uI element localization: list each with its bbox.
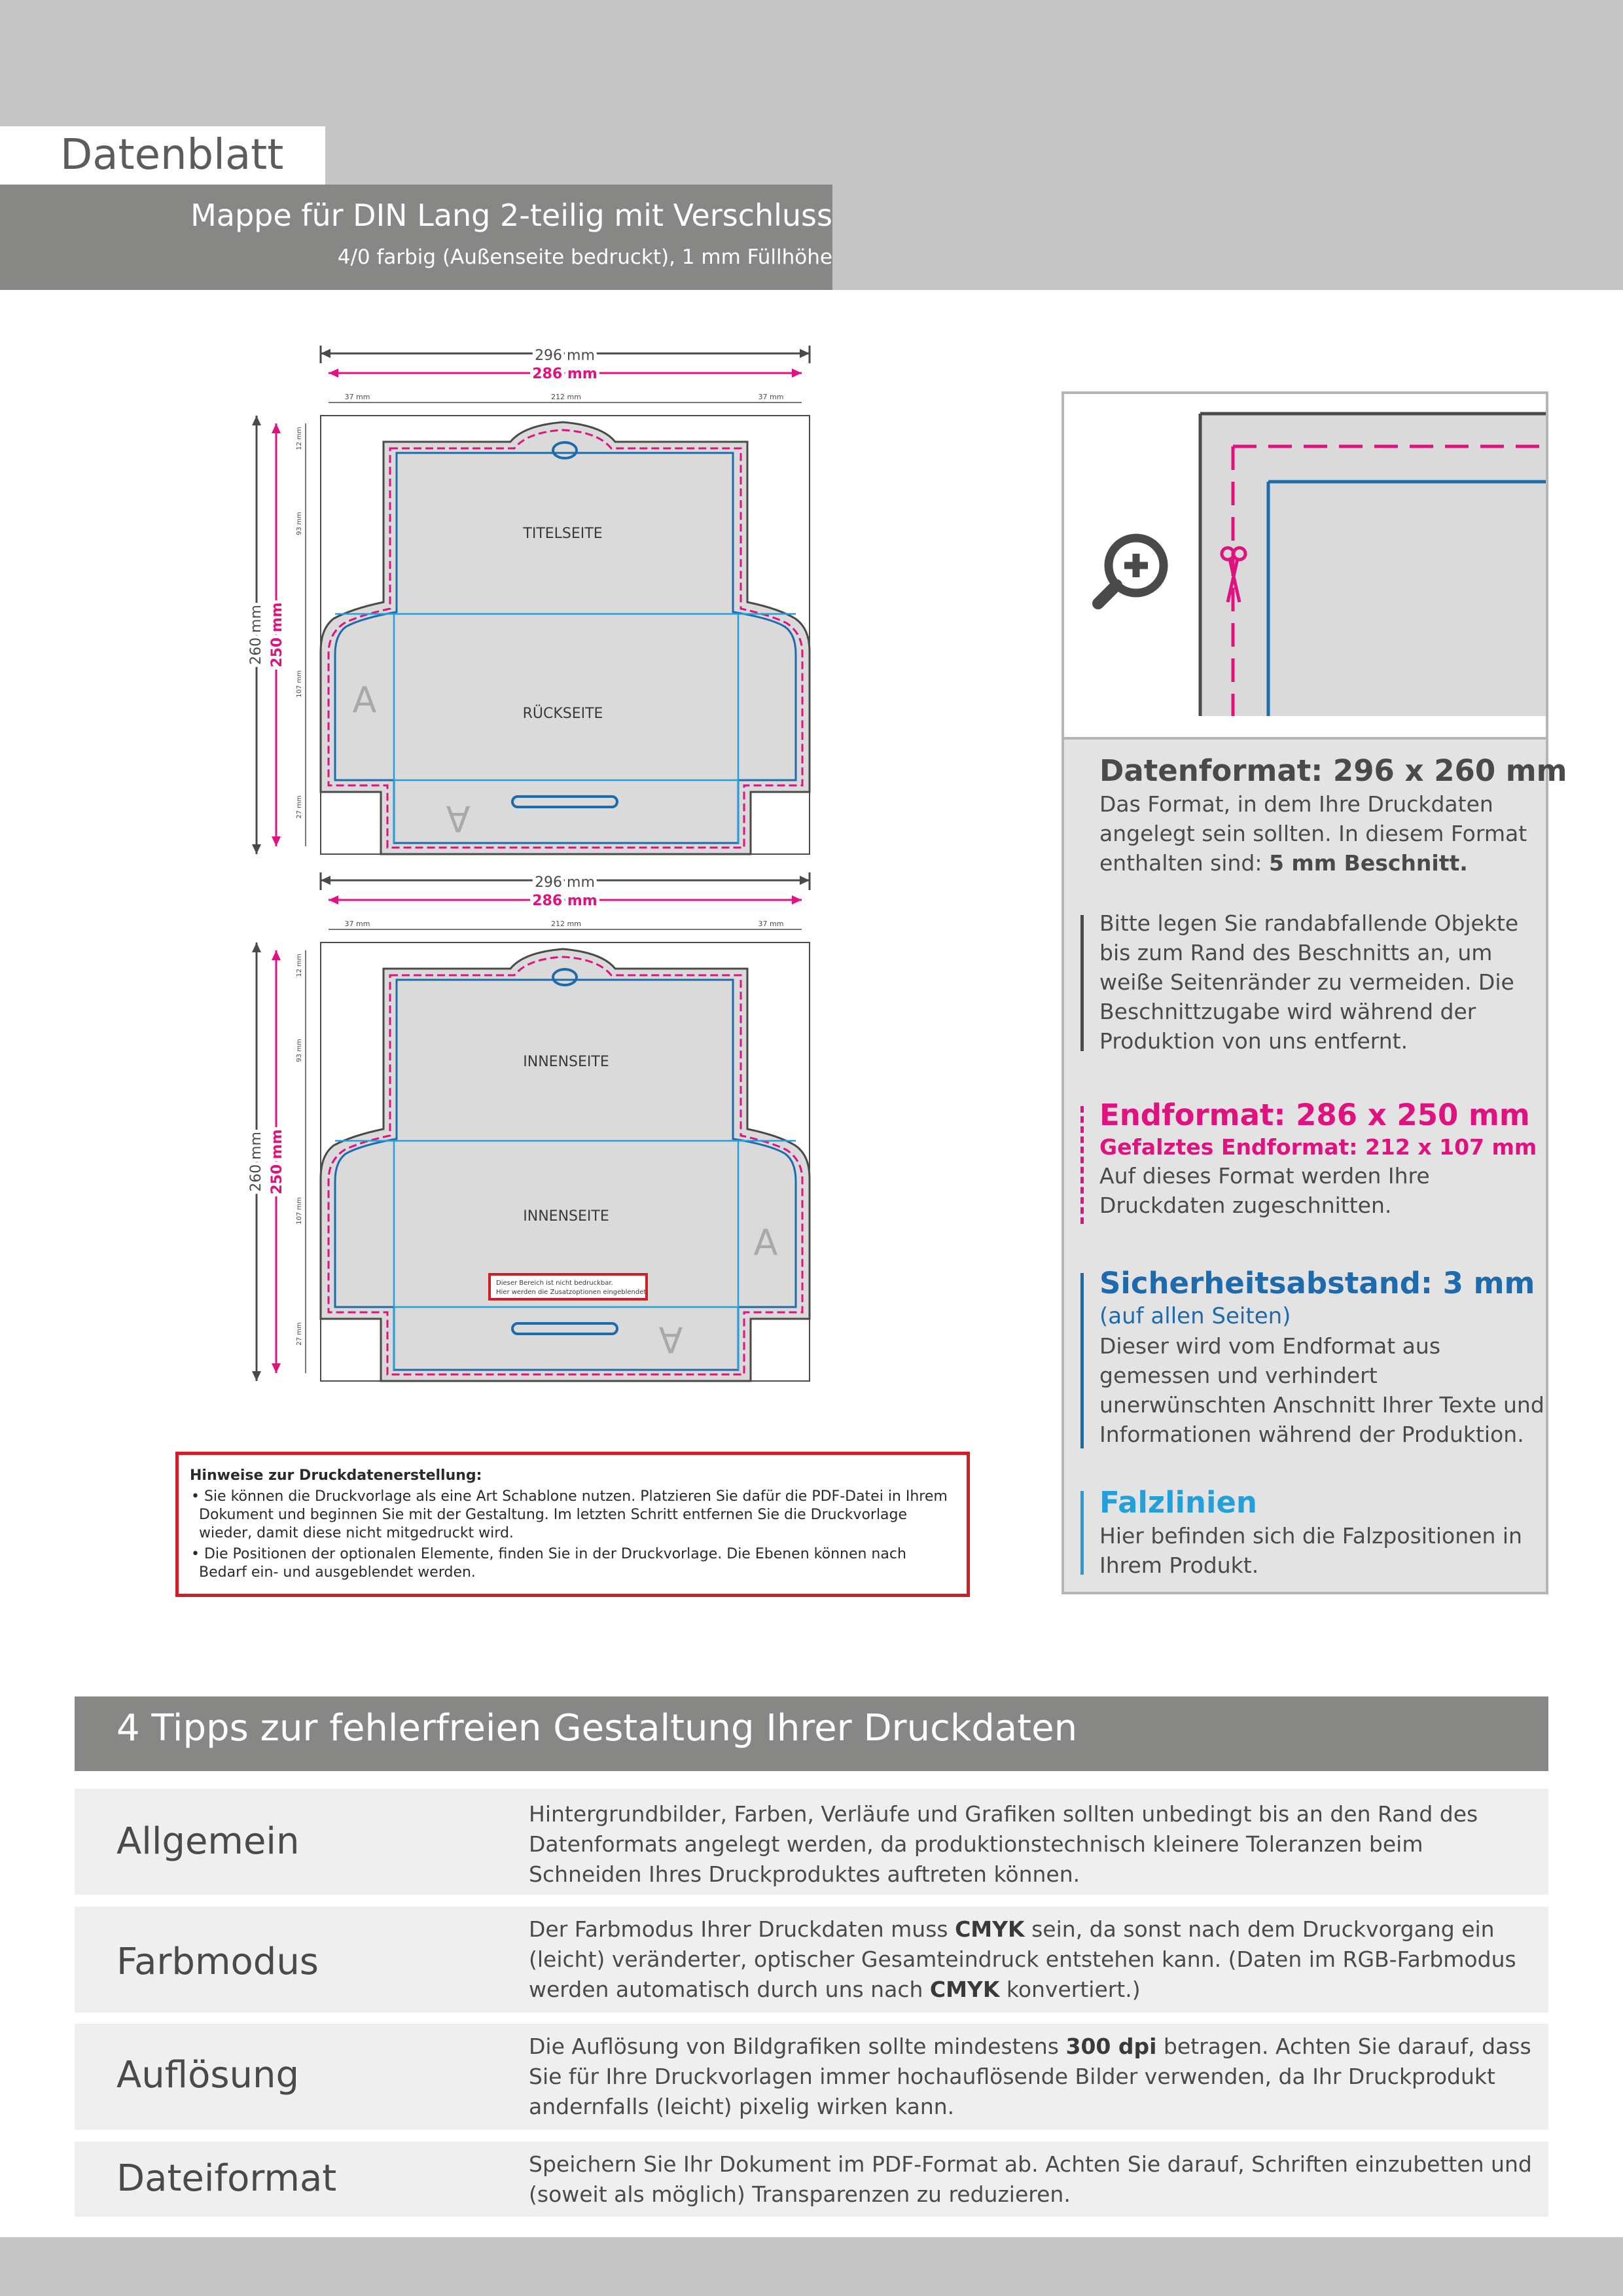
dim-height-total: 260 mm xyxy=(248,605,264,665)
legend-sicherheitsabstand xyxy=(1099,1265,1544,1449)
legend-falzlinien xyxy=(1099,1484,1544,1580)
legend-bar-bleed xyxy=(1080,915,1084,1051)
dim-width-final: 286 mm xyxy=(532,893,597,909)
panel-label-rueckseite: RÜCKSEITE xyxy=(522,706,603,722)
dim-height-total: 260 mm xyxy=(248,1132,264,1192)
hints-title: Hinweise zur Druckdatenerstellung: xyxy=(190,1467,482,1484)
sicherheit-text: Dieser wird vom Endformat aus gemessen und verhindert unerwünschten Anschnitt Ihrer Texte und Informationen während der Produktion. xyxy=(1099,1333,1544,1447)
dim-seg-lower: 107 mm xyxy=(296,1197,303,1225)
sicherheit-title: Sicherheitsabstand: 3 mm xyxy=(1099,1266,1535,1300)
panel-label-titelseite: TITELSEITE xyxy=(523,526,603,542)
sicherheit-sub: (auf allen Seiten) xyxy=(1099,1303,1291,1329)
falz-title: Falzlinien xyxy=(1099,1485,1257,1520)
endformat-text: Auf dieses Format werden Ihre Druckdaten zugeschnitten. xyxy=(1099,1163,1430,1218)
dim-width-final: 286 mm xyxy=(532,366,597,382)
tip-row-farbmodus xyxy=(75,1907,1548,2013)
dim-flap-right: 37 mm xyxy=(758,920,784,928)
print-spec: 4/0 farbig (Außenseite bedruckt), 1 mm Füllhöhe xyxy=(337,245,832,269)
dieline-inner xyxy=(248,872,810,1381)
legend-bar-fold xyxy=(1080,1491,1084,1575)
panel-label-innenseite-top: INNENSEITE xyxy=(523,1054,609,1070)
falz-text: Hier befinden sich die Falzpositionen in Ihrem Produkt. xyxy=(1099,1523,1522,1578)
print-data-hints xyxy=(175,1452,970,1597)
page-title: Datenblatt xyxy=(60,131,284,179)
glue-mark-rotated: A xyxy=(446,798,471,839)
legend-bleed-note xyxy=(1099,908,1544,1056)
bleed-note-text: Bitte legen Sie randabfallende Objekte bis zum Rand des Beschnitts an, um weiße Seitenränder zu vermeiden. Die Beschnittzugabe wird während der Produktion von uns entfernt. xyxy=(1099,910,1519,1054)
datenformat-text: Das Format, in dem Ihre Druckdaten angelegt sein sollten. In diesem Format enthalten sind: 5 mm Beschnitt. xyxy=(1099,791,1527,876)
dim-height-final: 250 mm xyxy=(269,1129,285,1194)
tip-label: Allgemein xyxy=(116,1820,300,1863)
dim-flap-right: 37 mm xyxy=(758,393,784,401)
tip-row-dateiformat xyxy=(75,2142,1548,2217)
tip-label: Farbmodus xyxy=(116,1941,319,1983)
option-note-line2: Hier werden die Zusatzoptionen eingeblendet. xyxy=(496,1289,649,1296)
tip-row-aufloesung xyxy=(75,2024,1548,2130)
dieline-outer xyxy=(248,346,810,854)
dim-height-final: 250 mm xyxy=(269,602,285,668)
dim-width-total: 296 mm xyxy=(535,874,595,891)
dim-flap-left: 37 mm xyxy=(344,393,370,401)
dim-width-total: 296 mm xyxy=(535,348,595,364)
dim-center: 212 mm xyxy=(551,393,581,401)
endformat-sub: Gefalztes Endformat: 212 x 107 mm xyxy=(1099,1134,1537,1160)
glue-mark: A xyxy=(352,679,377,721)
tip-label: Auflösung xyxy=(116,2054,300,2096)
tip-text: Die Auflösung von Bildgrafiken sollte mindestens 300 dpi betragen. Achten Sie darauf, dass Sie für Ihre Druckvorlagen immer hochauflösende Bilder verwenden, da Ihr Druckprodukt andernfalls (leicht) pixelig wirken kann. xyxy=(529,2034,1531,2119)
dim-seg-top: 12 mm xyxy=(296,954,303,977)
legend-endformat xyxy=(1099,1097,1544,1220)
tip-row-allgemein xyxy=(75,1789,1548,1895)
panel-label-innenseite-bottom: INNENSEITE xyxy=(523,1208,609,1225)
dim-flap-left: 37 mm xyxy=(344,920,370,928)
zoom-detail-graphic xyxy=(1064,394,1546,737)
hint-item: • Sie können die Druckvorlage als eine Art Schablone nutzen. Platzieren Sie dafür die PDF-Datei in Ihrem Dokument und beginnen Sie mit der Gestaltung. Im letzten Schritt entfernen Sie die Druckvorlage wieder, damit diese nicht mitgedruckt wird. xyxy=(191,1488,948,1541)
footer-band xyxy=(0,2237,1623,2296)
option-note-line1: Dieser Bereich ist nicht bedruckbar. xyxy=(496,1280,613,1287)
tip-text: Hintergrundbilder, Farben, Verläufe und Grafiken sollten unbedingt bis an den Rand des Datenformats angelegt werden, da produktionstechnisch kleinere Toleranzen beim Schneiden Ihres Druckproduktes auftreten können. xyxy=(529,1801,1478,1887)
dim-seg-bottom: 27 mm xyxy=(296,795,303,819)
dim-seg-upper: 93 mm xyxy=(296,1039,303,1062)
dim-seg-lower: 107 mm xyxy=(296,670,303,698)
legend-bar-safety xyxy=(1080,1273,1084,1448)
dim-center: 212 mm xyxy=(551,920,581,928)
dim-seg-upper: 93 mm xyxy=(296,512,303,535)
dim-seg-bottom: 27 mm xyxy=(296,1322,303,1346)
dieline-drawings xyxy=(236,340,825,1414)
datenformat-title: Datenformat: 296 x 260 mm xyxy=(1099,753,1567,788)
glue-mark-rotated: A xyxy=(658,1319,683,1360)
glue-mark: A xyxy=(753,1222,778,1263)
product-title: Mappe für DIN Lang 2-teilig mit Verschluss xyxy=(190,198,832,233)
tip-label: Dateiformat xyxy=(116,2157,337,2200)
dim-seg-top: 12 mm xyxy=(296,427,303,450)
legend-datenformat xyxy=(1099,753,1567,878)
legend-bar-trim xyxy=(1080,1106,1084,1224)
tip-text: Speichern Sie Ihr Dokument im PDF-Format ab. Achten Sie darauf, Schriften einzubetten und (soweit als möglich) Transparenzen zu reduzieren. xyxy=(529,2151,1532,2207)
hint-item: • Die Positionen der optionalen Elemente, finden Sie in der Druckvorlage. Die Ebenen können nach Bedarf ein- und ausgeblendet werden. xyxy=(191,1546,906,1581)
tips-title: 4 Tipps zur fehlerfreien Gestaltung Ihrer Druckdaten xyxy=(116,1707,1078,1749)
tip-text: Der Farbmodus Ihrer Druckdaten muss CMYK sein, da sonst nach dem Druckvorgang ein (leicht) veränderter, optischer Gesamteindruck entstehen kann. (Daten im RGB-Farbmodus werden automatisch durch uns nach CMYK konvertiert.) xyxy=(529,1916,1516,2002)
zoom-in-icon xyxy=(1098,538,1164,603)
endformat-title: Endformat: 286 x 250 mm xyxy=(1099,1098,1530,1132)
